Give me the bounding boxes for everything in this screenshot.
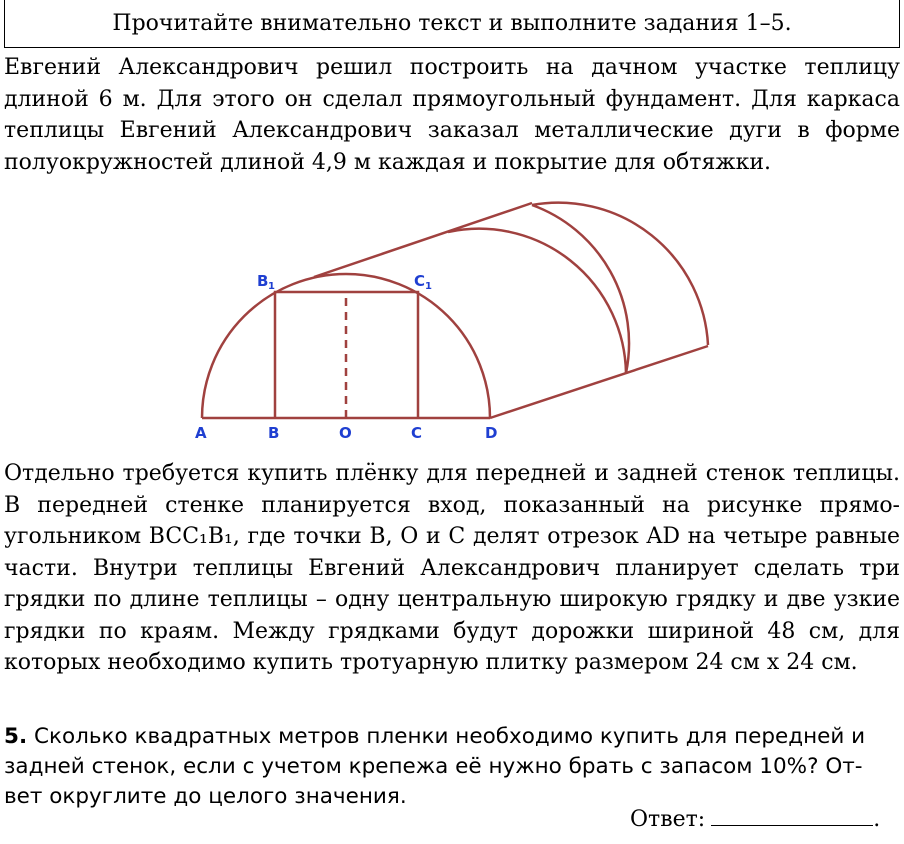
task-line: задней стенок, если с учетом крепежа её нужно брать с запасом 10%? От- <box>4 754 863 779</box>
description-line: Отдельно требуется купить плёнку для передней и задней стенок теплицы. <box>4 461 900 486</box>
description-line: которых необходимо купить тротуарную плитку размером 24 см х 24 см. <box>4 650 858 675</box>
intro-line: длиной 6 м. Для этого он сделал прямоугольный фундамент. Для каркаса <box>4 86 900 112</box>
answer-end: . <box>873 807 881 832</box>
task-number: 5. <box>4 724 28 749</box>
task-text: Сколько квадратных метров пленки необходимо купить для передней и <box>27 724 866 749</box>
point-label-C1-sub: 1 <box>425 281 432 292</box>
point-label-O: O <box>339 424 352 442</box>
point-label-B1: B <box>257 272 269 290</box>
answer-row <box>630 805 880 832</box>
description-line: угольником BCC₁B₁, где точки B, O и C делят отрезок AD на четыре равные <box>4 524 900 549</box>
greenhouse-figure <box>0 190 904 452</box>
instruction-header <box>4 0 900 48</box>
point-label-B: B <box>268 424 280 442</box>
description-line: грядки по краям. Между грядками будут дорожки шириной 48 см, для <box>4 618 900 644</box>
point-label-C1: C <box>414 272 426 290</box>
task-line <box>4 722 900 752</box>
description-line: В передней стенке планируется вход, показанный на рисунке прямо- <box>4 492 900 518</box>
point-label-B1-sub: 1 <box>268 281 275 292</box>
answer-blank-field[interactable] <box>711 805 873 826</box>
point-label-A: A <box>195 424 207 442</box>
ridge-line <box>314 203 532 277</box>
back-arc-middle <box>532 205 629 373</box>
point-label-C: C <box>411 424 423 442</box>
point-label-D: D <box>485 424 498 442</box>
intro-line: полуокружностей длиной 4,9 м каждая и покрытие для обтяжки. <box>4 149 771 175</box>
task-line: вет округлите до целого значения. <box>4 784 407 809</box>
base-side-line <box>490 346 708 418</box>
back-arc-outer <box>532 203 708 345</box>
intro-paragraph <box>4 52 900 178</box>
intro-line: теплицы Евгений Александрович заказал металлические дуги в форме <box>4 118 900 143</box>
description-paragraph <box>4 458 900 679</box>
answer-label: Ответ: <box>630 807 706 832</box>
intro-line: Евгений Александрович решил построить на дачном участке теплицу <box>4 55 900 80</box>
instruction-text: Прочитайте внимательно текст и выполните задания 1–5. <box>112 11 792 36</box>
description-line: грядки по длине теплицы – одну центральную широкую грядку и две узкие <box>4 587 900 612</box>
description-line: части. Внутри теплицы Евгений Александрович планирует сделать три <box>4 555 900 581</box>
task-5 <box>4 722 900 812</box>
